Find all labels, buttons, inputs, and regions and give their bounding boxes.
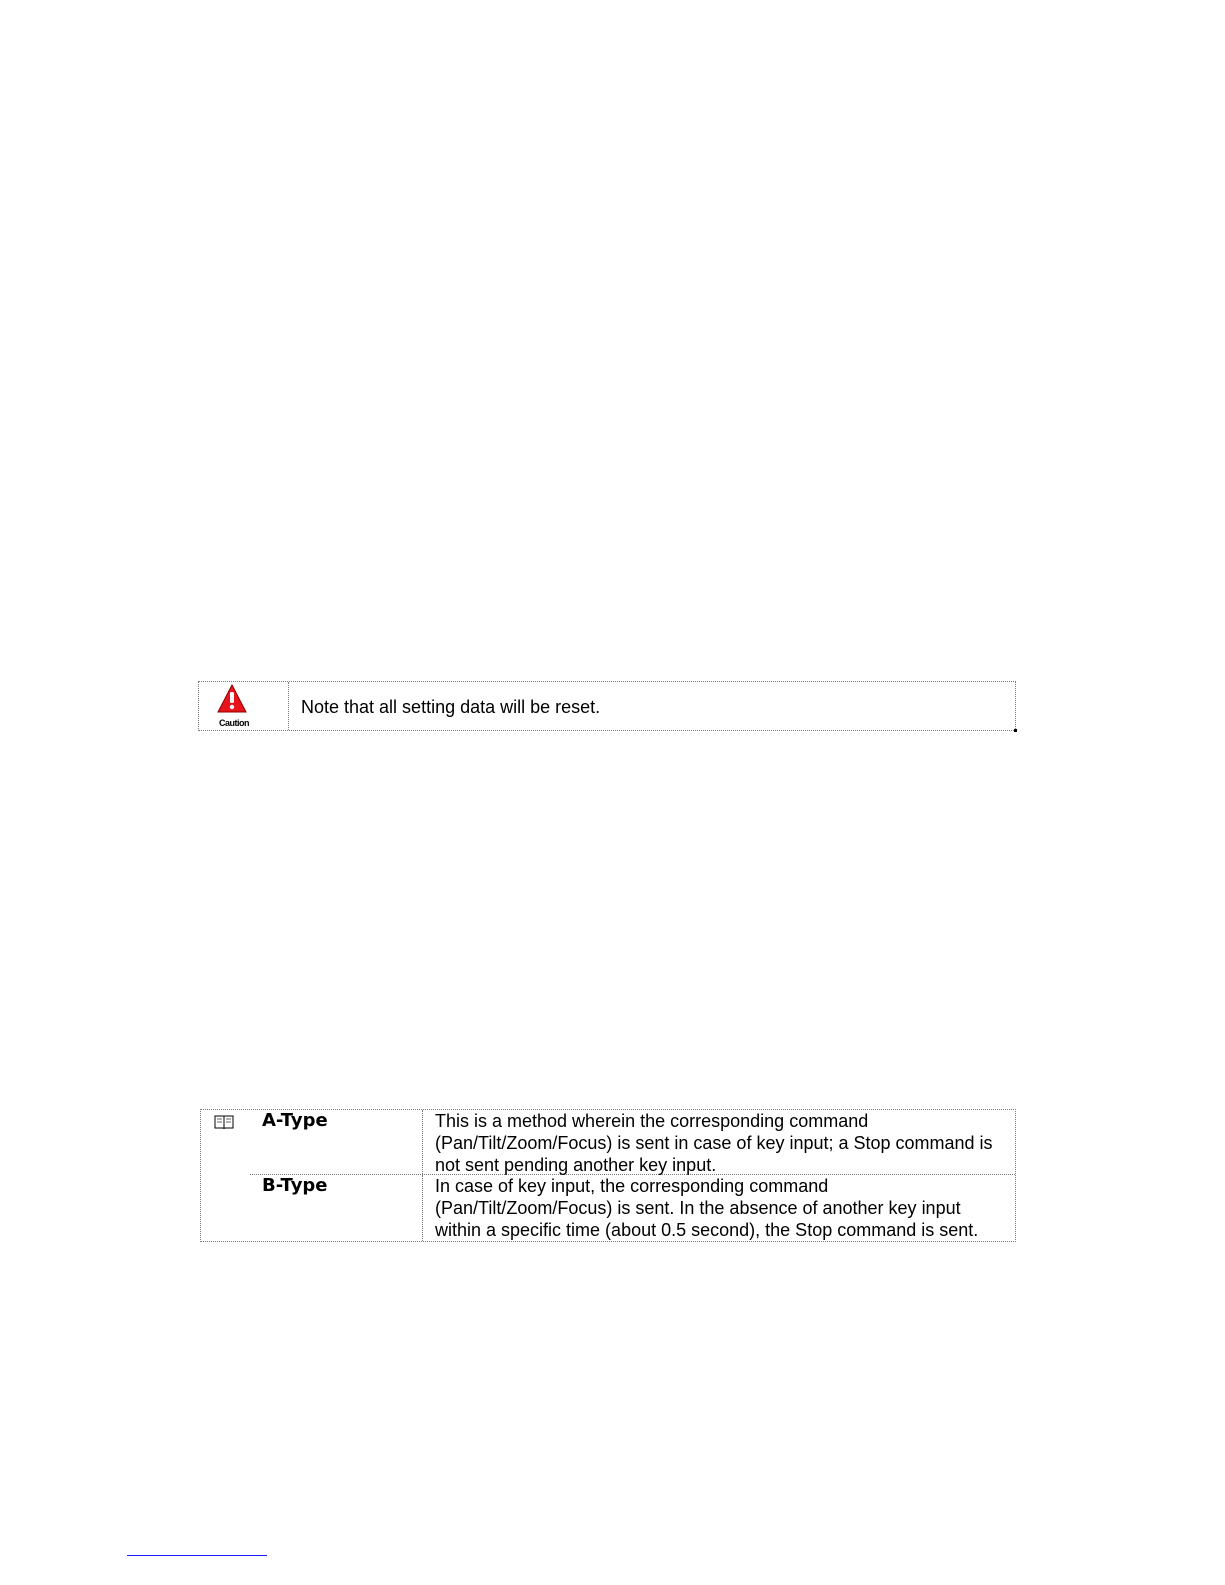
note-icon-cell — [201, 1110, 250, 1241]
note-term: A-Type — [262, 1110, 328, 1131]
caution-text: Note that all setting data will be reset. — [301, 697, 601, 717]
note-term: B-Type — [262, 1175, 328, 1196]
note-description: In case of key input, the corresponding command (Pan/Tilt/Zoom/Focus) is sent. In the absence of another key input within a specific time (about 0.5 second), the Stop command is sent. — [422, 1175, 1015, 1241]
caution-icon-label: Caution — [219, 718, 249, 728]
note-description: This is a method wherein the corresponding command (Pan/Tilt/Zoom/Focus) is sent in case of key input; a Stop command is not sent pending another key input. — [422, 1110, 1015, 1174]
corner-mark — [1014, 729, 1017, 732]
caution-box — [198, 681, 1016, 731]
note-row-a-type — [250, 1110, 1015, 1175]
note-row-b-type — [250, 1175, 1015, 1241]
caution-icon-cell — [199, 682, 289, 730]
note-table — [200, 1109, 1016, 1242]
footer-link[interactable] — [127, 1555, 267, 1556]
caution-warning-icon — [213, 684, 255, 730]
book-icon — [214, 1114, 234, 1130]
